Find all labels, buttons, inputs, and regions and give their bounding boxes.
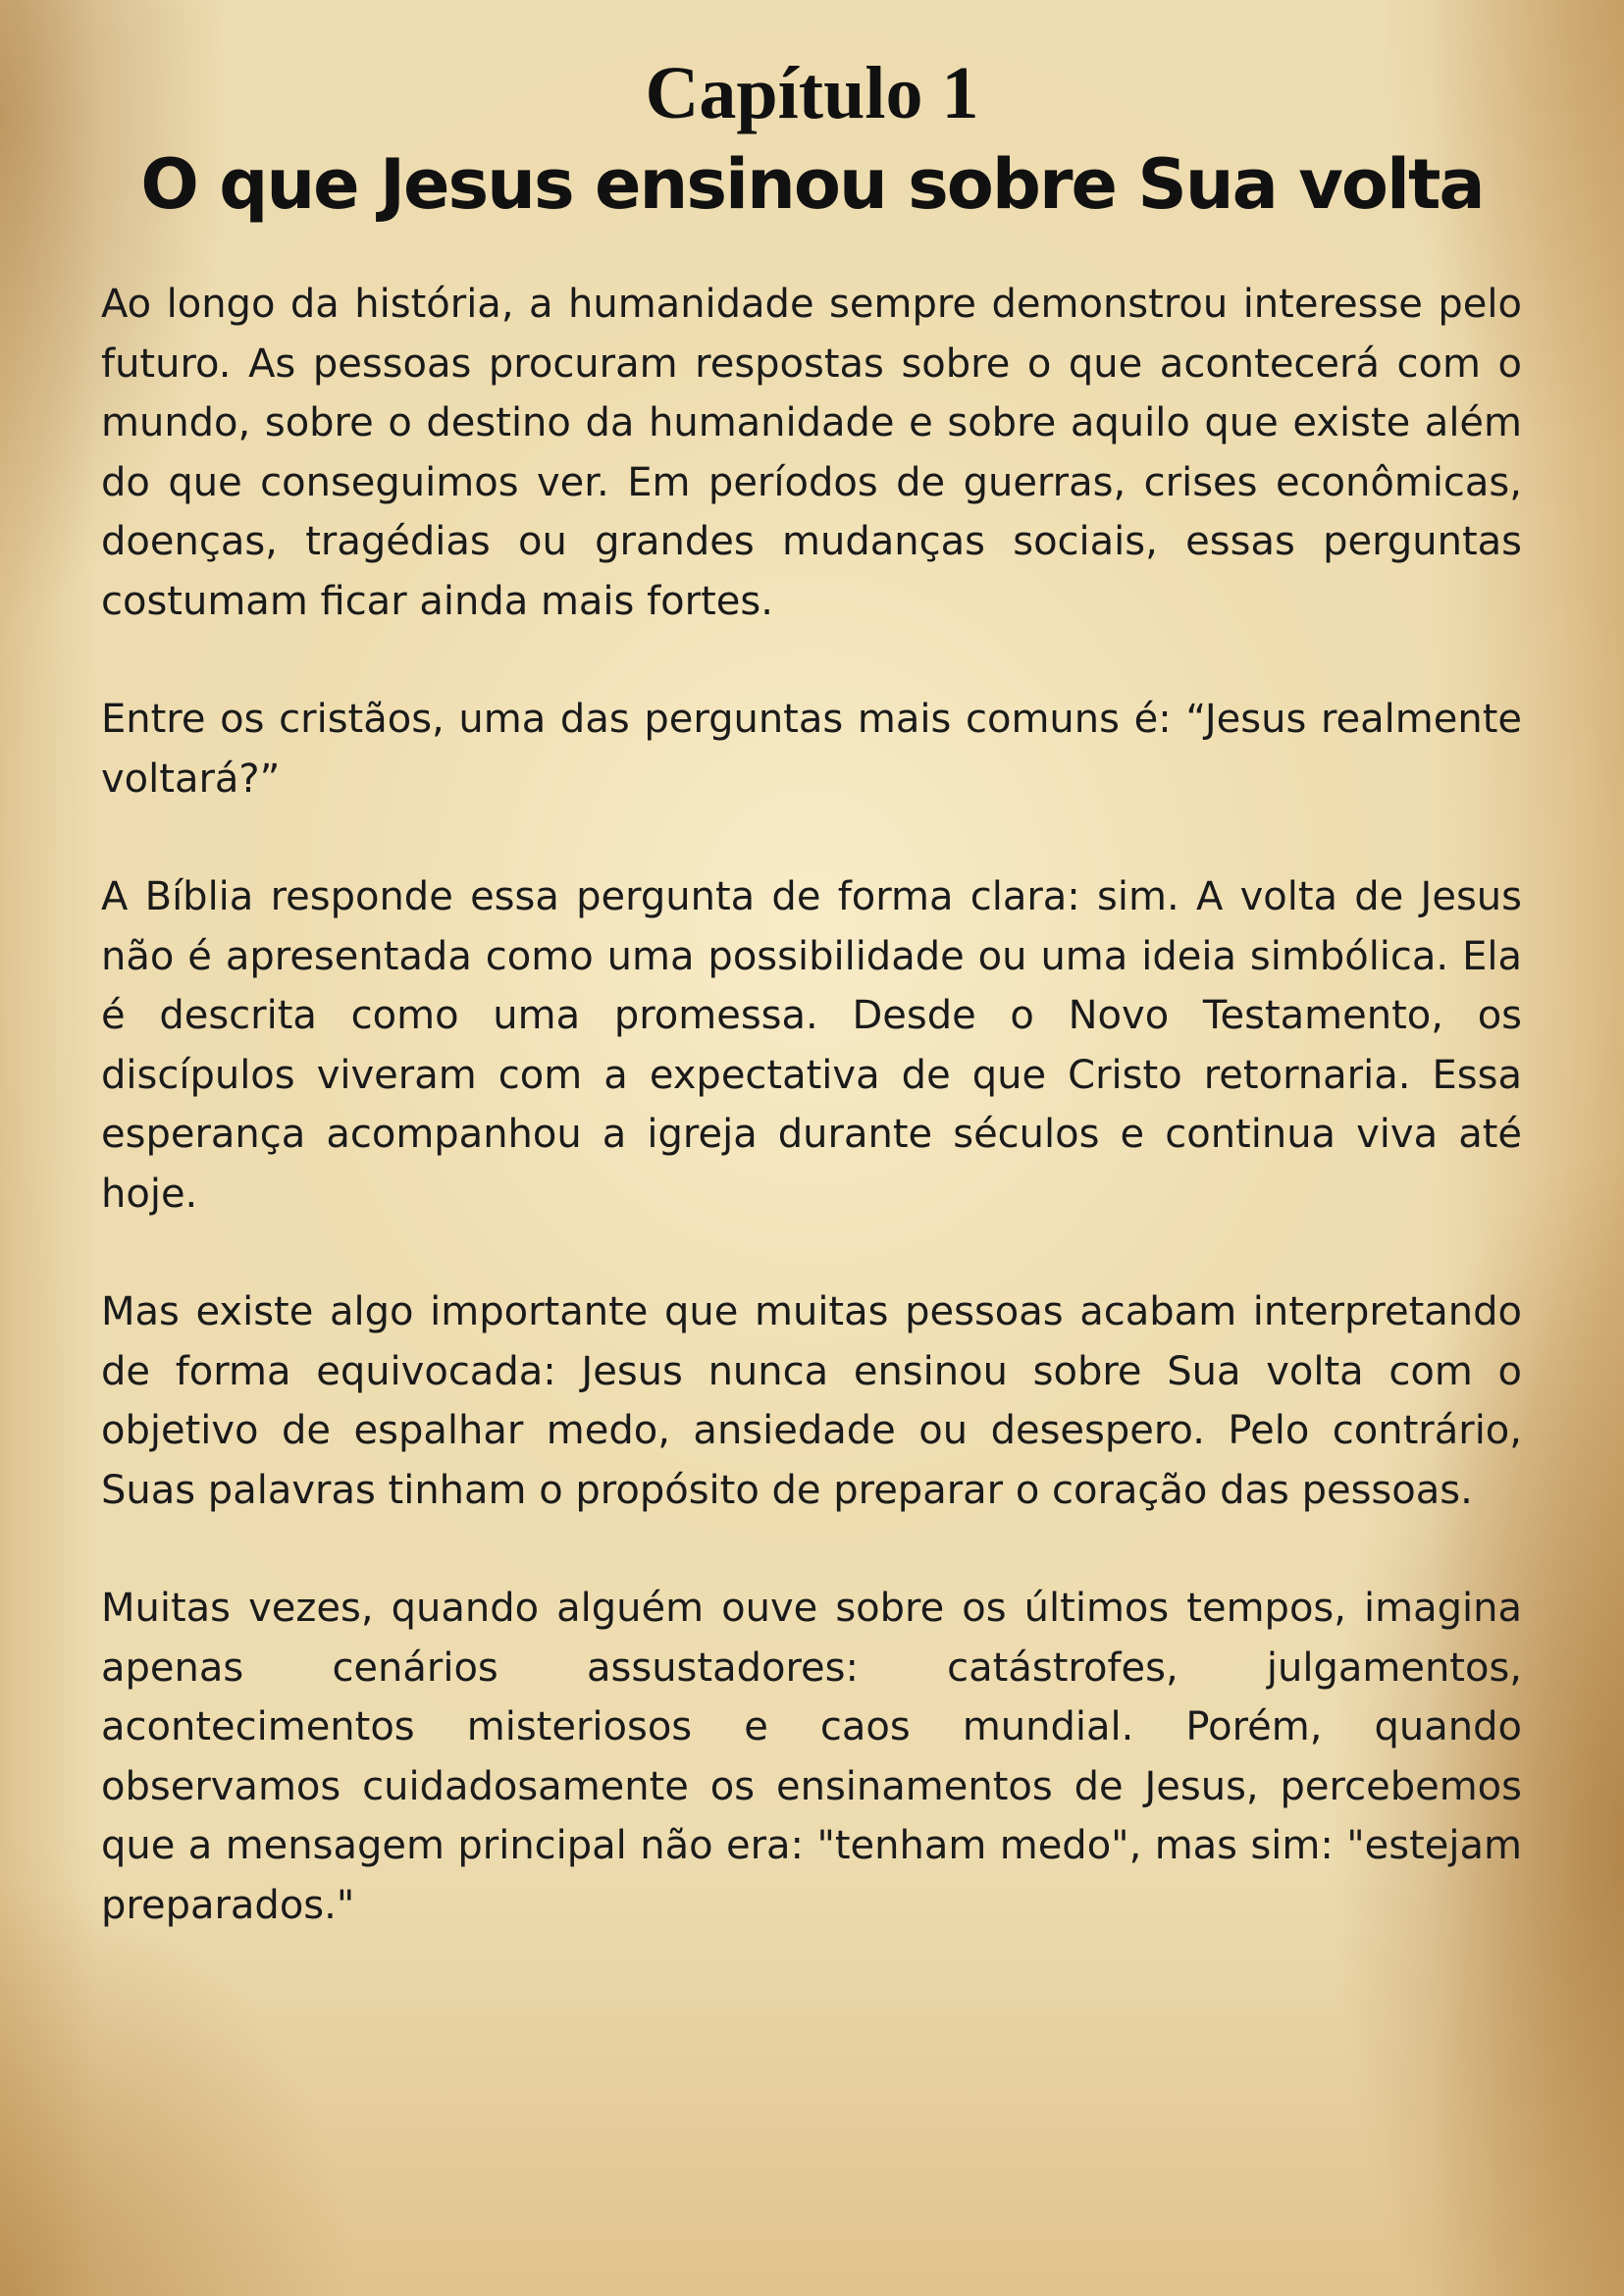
paragraph-1: Ao longo da história, a humanidade sempre demonstrou interesse pelo futuro. As pessoas procuram respostas sobre o que acontecerá com o mundo, sobre o destino da humanidade e sobre aquilo que existe além do que conseguimos ver. Em períodos de guerras, crises econômicas, doenças, tragédias ou grandes mudanças sociais, essas perguntas costumam ficar ainda mais fortes.	[101, 282, 1522, 624]
body-text	[101, 275, 1522, 1994]
paragraph-4: Mas existe algo importante que muitas pessoas acabam interpretando de forma equivocada: Jesus nunca ensinou sobre Sua volta com o objetivo de espalhar medo, ansiedade ou desespero. Pelo contrário, Suas palavras tinham o propósito de preparar o coração das pessoas.	[101, 1289, 1522, 1513]
paragraph-5: Muitas vezes, quando alguém ouve sobre os últimos tempos, imagina apenas cenários assustadores: catástrofes, julgamentos, acontecimentos misteriosos e caos mundial. Porém, quando observamos cuidadosamente os ensinamentos de Jesus, percebemos que a mensagem principal não era: "tenham medo", mas sim: "estejam preparados."	[101, 1586, 1522, 1928]
paragraph-3: A Bíblia responde essa pergunta de forma clara: sim. A volta de Jesus não é apresentada como uma possibilidade ou uma ideia simbólica. Ela é descrita como uma promessa. Desde o Novo Testamento, os discípulos viveram com a expectativa de que Cristo retornaria. Essa esperança acompanhou a igreja durante séculos e continua viva até hoje.	[101, 874, 1522, 1217]
chapter-label: Capítulo 1	[645, 52, 979, 134]
chapter-title: O que Jesus ensinou sobre Sua volta	[140, 144, 1484, 225]
paragraph-2: Entre os cristãos, uma das perguntas mais comuns é: “Jesus realmente voltará?”	[101, 697, 1522, 802]
